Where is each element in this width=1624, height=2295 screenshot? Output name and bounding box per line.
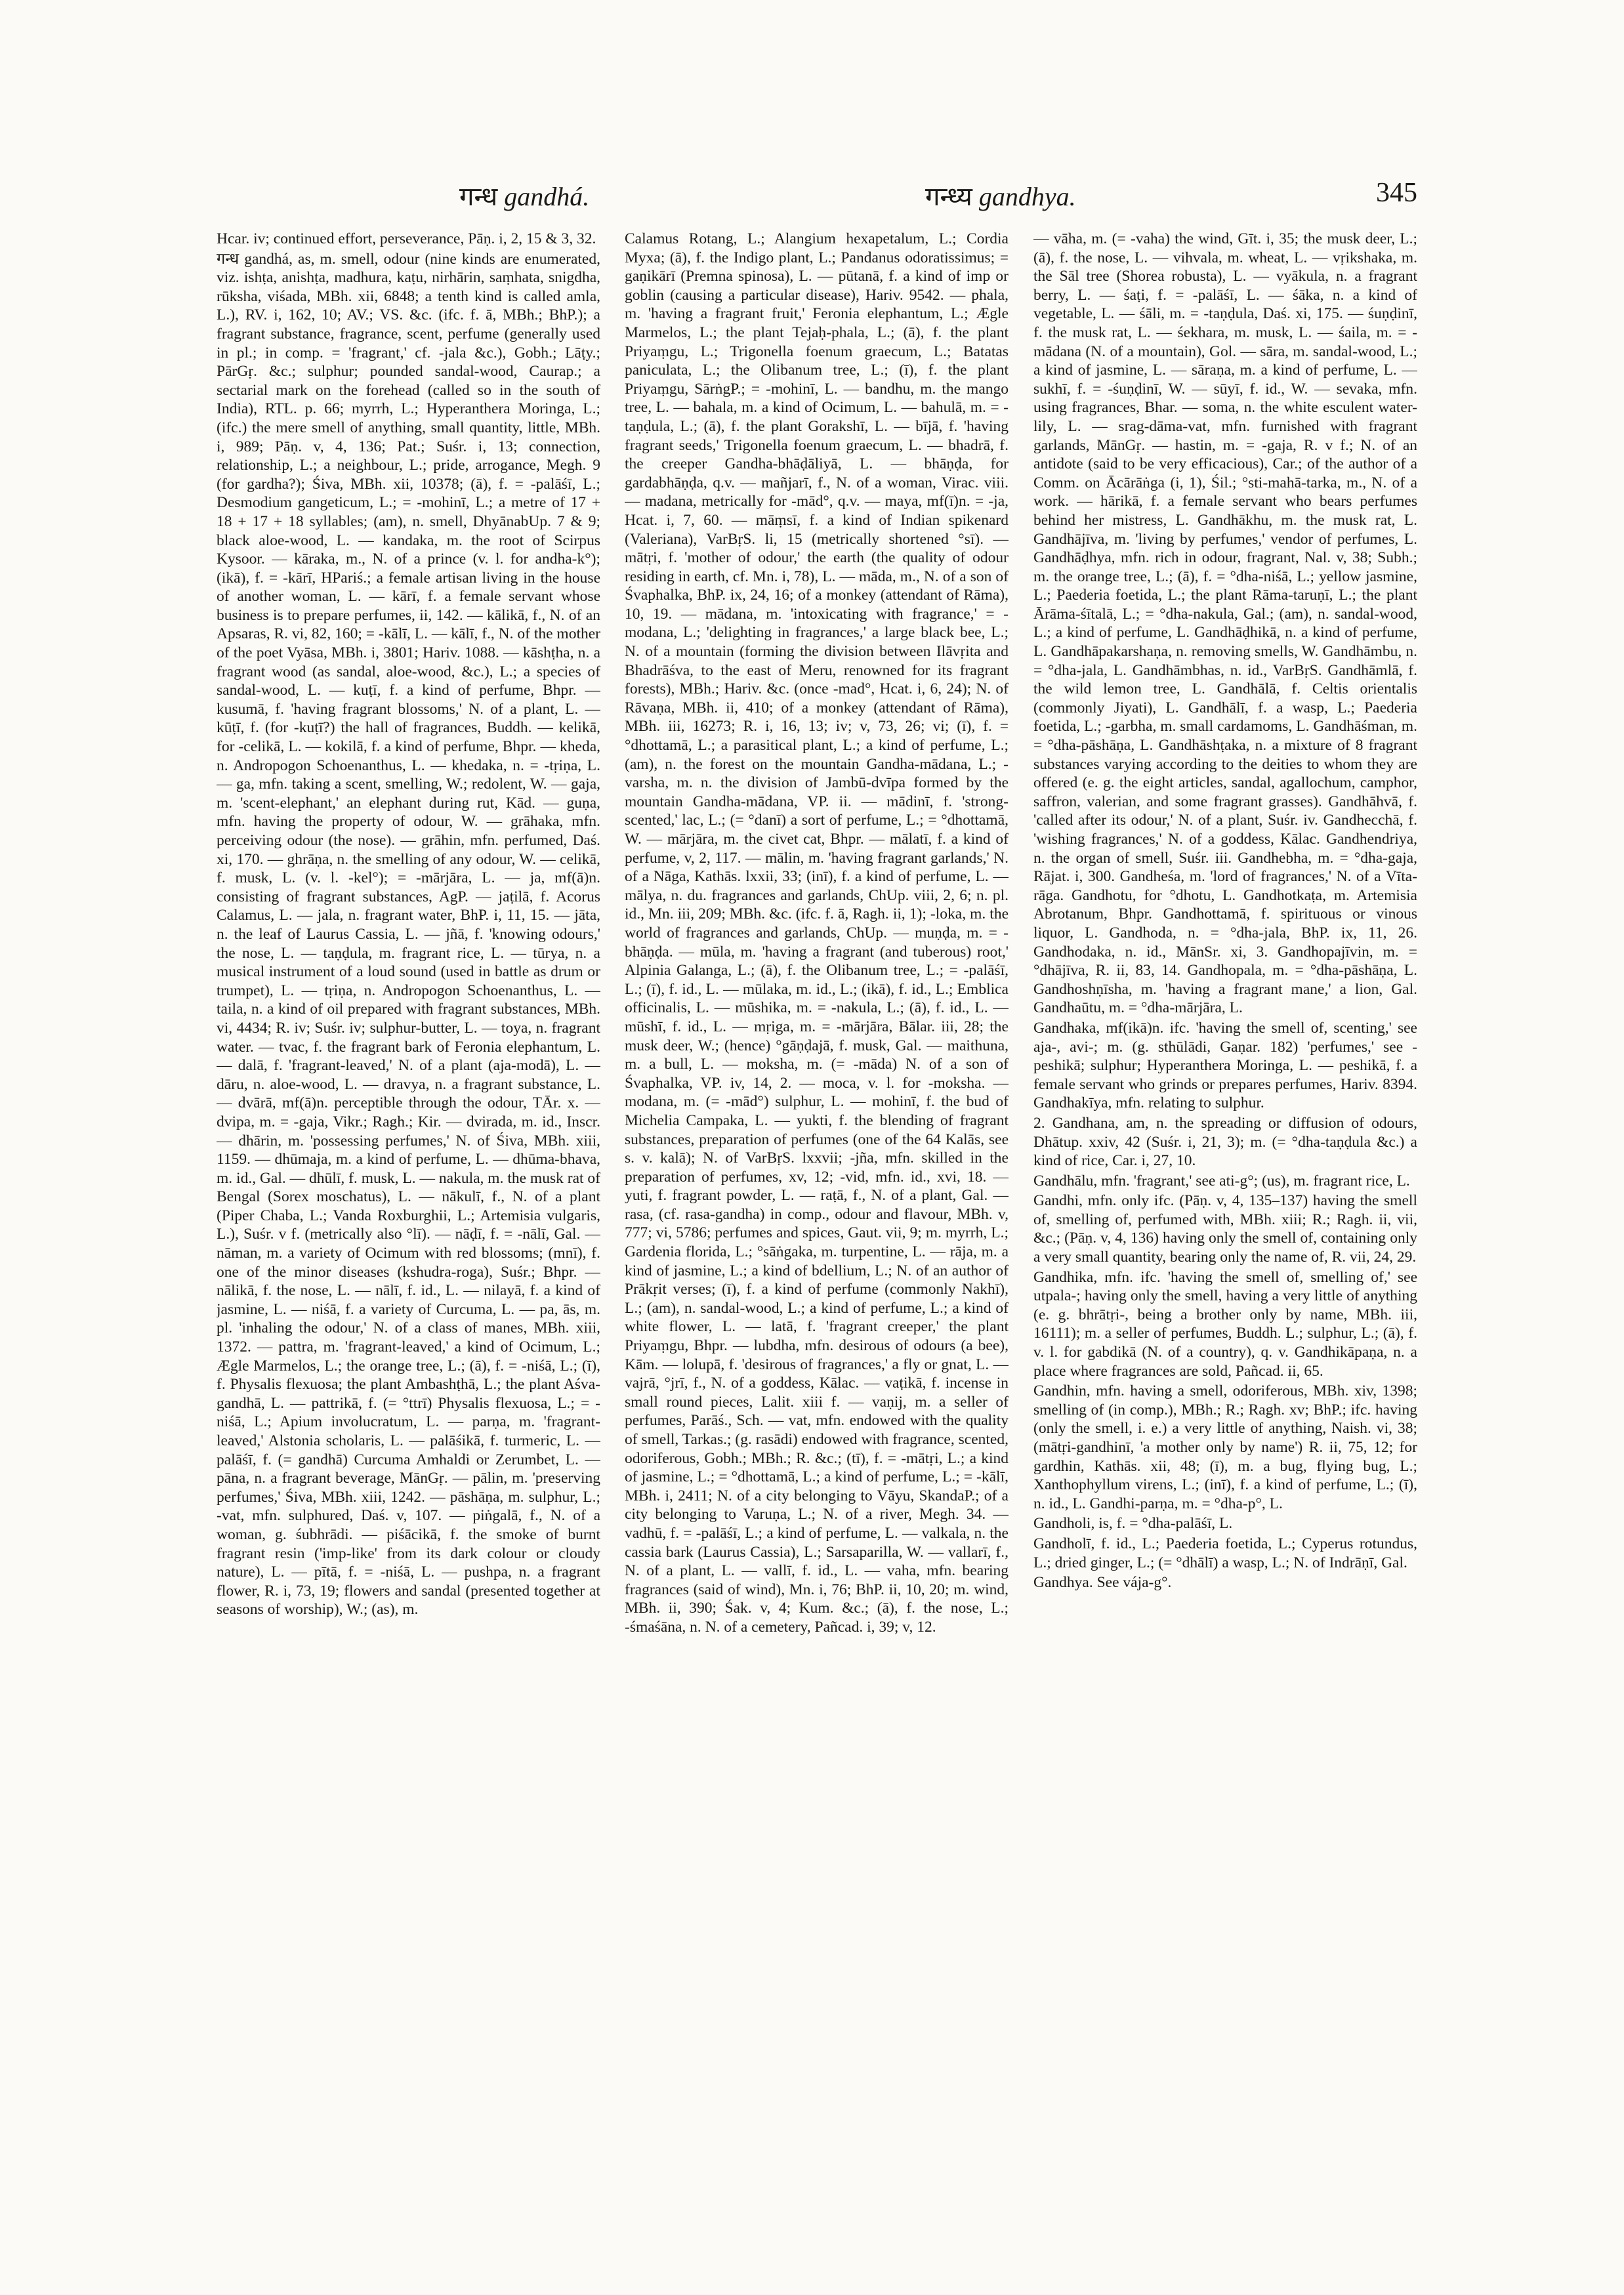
- entry-gandhaka: Gandhaka, mf(ikā)n. ifc. 'having the smell of, scenting,' see aja-, avi-; m. (g. sthūlādi, Gaṇar. 182) 'perfumes,' see -peshikā; sulphur; Hyperanthera Moringa, L. — peshikā, f. a female servant who grinds or prepares perfumes, Hariv. 8394. Gandhakīya, mfn. relating to sulphur.: [1033, 1019, 1417, 1112]
- left-running-head: [459, 177, 589, 213]
- entry-gandhalu: Gandhālu, mfn. 'fragrant,' see ati-g°; (us), m. fragrant rice, L.: [1033, 1172, 1410, 1189]
- column-3: [1033, 230, 1417, 2224]
- column-2: [625, 230, 1009, 2224]
- paragraph: Hcar. iv; continued effort, perseverance, Pāṇ. i, 2, 15 & 3, 32.: [217, 230, 596, 247]
- entry-gandhana: 2. Gandhana, am, n. the spreading or diffusion of odours, Dhātup. xxiv, 42 (Suśr. i, 21, 3); m. (= °dha-taṇḍula &c.) a kind of rice, Car. i, 27, 10.: [1033, 1114, 1417, 1170]
- center-running-head: [925, 177, 1076, 213]
- entry-gandholi-f: Gandholī, f. id., L.; Paederia foetida, L.; Cyperus rotundus, L.; dried ginger, L.; (= °dhālī) a wasp, L.; N. of Indrāṇī, Gal.: [1033, 1535, 1417, 1571]
- center-head-word: gandhya.: [978, 182, 1076, 211]
- entry-gandhika: Gandhika, mfn. ifc. 'having the smell of, smelling of,' see utpala-; having only the smell, having a very little of anything (e. g. bhrātṛi-, being a brother only by name, MBh. iii, 16111); m. a seller of perfumes, Buddh. L.; sulphur, L.; (ā), f. v. l. for gabdikā (N. of a country), q. v. Gandhikāpaṇa, n. a place where fragrances are sold, Pañcad. ii, 65.: [1033, 1268, 1417, 1380]
- center-head-devanagari: गन्ध्य: [925, 182, 972, 211]
- page-number: 345: [1376, 178, 1417, 208]
- paragraph: Calamus Rotang, L.; Alangium hexapetalum, L.; Cordia Myxa; (ā), f. the Indigo plant, L.; Pandanus odoratissimus; = gaṇikārī (Premna spinosa), L. — pūtanā, f. a kind of imp or goblin (causing a particular disease), Hariv. 9542. — phala, m. 'having a fragrant fruit,' Feronia elephantum, L.; Ægle Marmelos, L.; the plant Tejaḥ-phala, L.; (ā), f. the plant Priyaṃgu, L.; Trigonella foenum graecum, L.; Batatas paniculata, L.; the Olibanum tree, L.; (ī), f. the plant Priyaṃgu, SārṅgP.; = -mohinī, L. — bandhu, m. the mango tree, L. — bahala, m. a kind of Ocimum, L. — bahulā, m. = -taṇḍula, L.; (ā), f. the plant Gorakshī, L. — bījā, f. 'having fragrant seeds,' Trigonella foenum graecum, L. — bhadrā, f. the creeper Gandha-bhāḍāliyā, L. — bhāṇḍa, for gardabhāṇḍa, q.v. — mañjarī, f., N. of a woman, Virac. viii. — madana, metrically for -mād°, q.v. — maya, mf(ī)n. = -ja, Hcat. i, 7, 60. — māṃsī, f. a kind of Indian spikenard (Valeriana), VarBṛS. li, 15 (metrically shortened °sī). — mātṛi, f. 'mother of odour,' the earth (the quality of odour residing in earth, cf. Mn. i, 78), L. — māda, m., N. of a son of Śvaphalka, BhP. ix, 24, 16; of a monkey (attendant of Rāma), 10, 19. — mādana, m. 'intoxicating with fragrance,' = -modana, L.; 'delighting in fragrances,' a large black bee, L.; N. of a mountain (forming the division between Ilāvṛita and Bhadrāśva, to the east of Meru, renowned for its fragrant forests), MBh.; Hariv. &c. (once -mad°, Hcat. i, 6, 24); N. of Rāvaṇa, MBh. ii, 410; of a monkey (attendant of Rāma), MBh. iii, 16273; R. i, 16, 13; iv; v, 73, 26; vi; (ī), f. = °dhottamā, L.; a parasitical plant, L.; a kind of perfume, L.; (am), n. the forest on the mountain Gandha-mādana, L.; -varsha, m. n. the division of Jambū-dvīpa formed by the mountain Gandha-mādana, VP. ii. — mādinī, f. 'strong-scented,' lac, L.; (= °danī) a sort of perfume, L.; = °dhottamā, W. — mārjāra, m. the civet cat, Bhpr. — mālatī, f. a kind of perfume, v, 2, 117. — mālin, m. 'having fragrant garlands,' N. of a Nāga, Kathās. lxxii, 33; (inī), f. a kind of perfume, L. — mālya, n. du. fragrances and garlands, ChUp. viii, 2, 6; n. pl. id., Mn. iii, 209; MBh. &c. (ifc. f. ā, Ragh. ii, 1); -loka, m. the world of fragrances and garlands, ChUp. — muṇḍa, m. = -bhāṇḍa. — mūla, m. 'having a fragrant (and tuberous) root,' Alpinia Galanga, L.; (ā), f. the Olibanum tree, L.; = -palāśī, L.; (ī), f. id., L. — mūlaka, m. id., L.; (ikā), f. id., L.; Emblica officinalis, L. — mūshika, m. = -nakula, L.; (ā), f. id., L. — mūshī, f. id., L. — mṛiga, m. = -mārjāra, Bālar. iii, 28; the musk deer, W.; (hence) °gāṇḍajā, f. musk, Gal. — maithuna, m. a bull, L. — moksha, m. (= -māda) N. of a son of Śvaphalka, VP. iv, 14, 2. — moca, v. l. for -moksha. — modana, m. (= -mād°) sulphur, L. — mohinī, f. the bud of Michelia Campaka, L. — yukti, f. the blending of fragrant substances, preparation of perfumes (one of the 64 Kalās, see s. v. kalā); N. of VarBṛS. lxxvii; -jña, mfn. skilled in the preparation of perfumes, xv, 12; -vid, mfn. id., xvi, 18. — yuti, f. fragrant powder, L. — raṭā, f., N. of a plant, Gal. — rasa, (cf. rasa-gandha) in comp., odour and flavour, MBh. v, 777; vi, 5786; perfumes and spices, Gaut. vii, 9; m. myrrh, L.; Gardenia florida, L.; °sāṅgaka, m. turpentine, L. — rāja, m. a kind of jasmine, L.; a kind of bdellium, L.; N. of an author of Prākṛit verses; (ī), f. a kind of perfume (commonly Nakhī), L.; (am), n. sandal-wood, L.; a kind of perfume, L.; a kind of white flower, L. — latā, f. 'fragrant creeper,' the plant Priyaṃgu, Bhpr. — lubdha, mfn. desirous of odours (a bee), Kām. — lolupā, f. 'desirous of fragrances,' a fly or gnat, L. — vajrā, °jrī, f., N. of a goddess, Kālac. — vaṭikā, f. incense in small round pieces, Lalit. xiii f. — vaṇij, m. a seller of perfumes, Parāś., Sch. — vat, mfn. endowed with the quality of smell, Tarkas.; (g. rasādi) endowed with fragrance, scented, odoriferous, Gobh.; MBh.; R. &c.; (tī), f. = -mātṛi, L.; a kind of jasmine, L.; = °dhottamā, L.; a kind of perfume, L.; = -kālī, MBh. i, 2411; N. of a city belonging to Vāyu, SkandaP.; of a city belonging to Varuṇa, L.; N. of a river, Megh. 34. — vadhū, f. = -palāśī, L.; a kind of perfume, L. — valkala, n. the cassia bark (Laurus Cassia), L.; Sarsaparilla, W. — vallarī, f., N. of a plant, L. — vallī, f. id., L. — vaha, mfn. bearing fragrances (said of wind), Mn. i, 76; BhP. ii, 10, 20; m. wind, MBh. ii, 390; Śak. v, 4; Kum. &c.; (ā), f. the nose, L.; -śmaśāna, n. N. of a cemetery, Pañcad. i, 39; v, 12.: [625, 230, 1009, 1636]
- entry-gandha: गन्ध gandhá, as, m. smell, odour (nine kinds are enumerated, viz. ishṭa, anishṭa, madhura, kaṭu, nirhārin, saṃhata, snigdha, rūksha, viśada, MBh. xii, 6848; a tenth kind is called amla, L.), RV. i, 162, 10; AV.; VS. &c. (ifc. f. ā, MBh.; BhP.); a fragrant substance, fragrance, scent, perfume (generally used in pl.; in comp. = 'fragrant,' cf. -jala &c.), Gobh.; Lāṭy.; PārGṛ. &c.; sulphur; pounded sandal-wood, Caurap.; a sectarial mark on the forehead (called so in the south of India), RTL. p. 66; myrrh, L.; Hyperanthera Moringa, L.; (ifc.) the mere smell of anything, small quantity, little, MBh. i, 989; Pāṇ. v, 4, 136; Pat.; Suśr. i, 13; connection, relationship, L.; a neighbour, L.; pride, arrogance, Megh. 9 (for gardha?); Śiva, MBh. xii, 10378; (ā), f. = -palāśī, L.; Desmodium gangeticum, L.; = -mohinī, L.; a metre of 17 + 18 + 17 + 18 syllables; (am), n. smell, DhyānabUp. 7 & 9; black aloe-wood, L. — kandaka, m. the root of Scirpus Kysoor. — kāraka, m., N. of a prince (v. l. for andha-k°); (ikā), f. = -kārī, HPariś.; a female artisan living in the house of another woman, L. — kārī, f. a female servant whose business is to prepare perfumes, ii, 142. — kālikā, f., N. of an Apsaras, R. vi, 82, 160; = -kālī, L. — kālī, f., N. of the mother of the poet Vyāsa, MBh. i, 3801; Hariv. 1088. — kāshṭha, n. a fragrant wood (as sandal, aloe-wood, &c.), L.; a species of sandal-wood, L. — kuṭī, f. a kind of perfume, Bhpr. — kusumā, f. 'having fragrant blossoms,' N. of a plant, L. — kūṭī, f. (for -kuṭī?) the hall of fragrances, Buddh. — kelikā, for -celikā, L. — kokilā, f. a kind of perfume, Bhpr. — kheda, n. Andropogon Schoenanthus, L. — khedaka, n. = -tṛiṇa, L. — ga, mfn. taking a scent, smelling, W.; redolent, W. — gaja, m. 'scent-elephant,' an elephant during rut, Kād. — guṇa, mfn. having the property of odour, W. — grāhaka, mfn. perceiving odour (the nose). — grāhin, mfn. perfumed, Daś. xi, 170. — ghrāṇa, n. the smelling of any odour, W. — celikā, f. musk, L. (v. l. -kel°); = -mārjāra, L. — ja, mf(ā)n. consisting of fragrant substances, AgP. — jaṭilā, f. Acorus Calamus, L. — jala, n. fragrant water, BhP. i, 11, 15. — jāta, n. the leaf of Laurus Cassia, L. — jñā, f. 'knowing odours,' the nose, L. — taṇḍula, m. fragrant rice, L. — tūrya, n. a musical instrument of a loud sound (used in battle as drum or trumpet), L. — tṛiṇa, n. Andropogon Schoenanthus, L. — taila, n. a kind of oil prepared with fragrant substances, MBh. vi, 4434; R. iv; Suśr. iv; sulphur-butter, L. — toya, n. fragrant water. — tvac, f. the fragrant bark of Feronia elephantum, L. — dalā, f. 'fragrant-leaved,' N. of a plant (aja-modā), L. — dāru, n. aloe-wood, L. — dravya, n. a fragrant substance, L. — dvārā, mf(ā)n. perceptible through the odour, TĀr. x. — dvipa, m. = -gaja, Vikr.; Ragh.; Kir. — dvirada, m. id., Inscr. — dhārin, m. 'possessing perfumes,' N. of Śiva, MBh. xiii, 1159. — dhūmaja, m. a kind of perfume, L. — dhūma-bhava, m. id., Gal. — dhūlī, f. musk, L. — nakula, m. the musk rat of Bengal (Sorex moschatus), L. — nākulī, f., N. of a plant (Piper Chaba, L.; Vanda Roxburghii, L.; Artemisia vulgaris, L.), Suśr. v f. (metrically also °lī). — nāḍī, f. = -nālī, Gal. — nāman, m. a variety of Ocimum with red blossoms; (mnī), f. one of the minor diseases (kshudra-roga), Suśr.; Bhpr. — nālikā, f. the nose, L. — nālī, f. id., L. — nilayā, f. a kind of jasmine, L. — niśā, f. a variety of Curcuma, L. — pa, ās, m. pl. 'inhaling the odour,' N. of a class of manes, MBh. xiii, 1372. — pattra, m. 'fragrant-leaved,' a kind of Ocimum, L.; Ægle Marmelos, L.; the orange tree, L.; (ā), f. = -niśā, L.; (ī), f. Physalis flexuosa; the plant Ambashṭhā, L.; the plant Aśva-gandhā, L. — pattrikā, f. (= °ttrī) Physalis flexuosa, L.; = -niśā, L.; Apium involucratum, L. — parṇa, m. 'fragrant-leaved,' Alstonia scholaris, L. — palāśikā, f. turmeric, L. — palāśī, f. (= gandhā) Curcuma Amhaldi or Zerumbet, L. — pāna, n. a fragrant beverage, MānGṛ. — pālin, m. 'preserving perfumes,' Śiva, MBh. xiii, 1242. — pāshāṇa, m. sulphur, L.; -vat, mfn. sulphured, Daś. v, 107. — piṅgalā, f., N. of a woman, g. śubhrādi. — piśācikā, f. the smoke of burnt fragrant resin ('imp-like' from its dark colour or cloudy nature), L. — pītā, f. = -niśā, L. — pushpa, n. a fragrant flower, R. i, 73, 19; flowers and sandal (presented together at seasons of worship), W.; (as), m.: [217, 250, 600, 1619]
- entry-gandhi: Gandhi, mfn. only ifc. (Pāṇ. v, 4, 135–137) having the smell of, smelling of, perfumed with, MBh. xiii; R.; Ragh. ii, vii, &c.; (Pāṇ. v, 4, 136) having only the smell of, containing only a very small quantity, bearing only the name of, R. vii, 24, 29.: [1033, 1192, 1417, 1266]
- paragraph: — vāha, m. (= -vaha) the wind, Gīt. i, 35; the musk deer, L.; (ā), f. the nose, L. — vihvala, m. wheat, L. — vṛikshaka, m. the Sāl tree (Shorea robusta), L. — vyākula, n. a fragrant berry, L. — śaṭi, f. = -palāśī, L. — śāka, n. a kind of vegetable, L. — śāli, m. = -taṇḍula, Daś. xi, 175. — śuṇḍinī, f. the musk rat, L. — śekhara, m. musk, L. — śaila, m. = -mādana (N. of a mountain), Gol. — sāra, m. sandal-wood, L.; a kind of jasmine, L. — sāraṇa, m. a kind of perfume, L. — sukhī, f. = -śuṇḍinī, W. — sūyī, f. id., W. — sevaka, mfn. using fragrances, Bhar. — soma, n. the white esculent water-lily, L. — srag-dāma-vat, mfn. furnished with fragrant garlands, MānGṛ. — hastin, m. = -gaja, R. v f.; N. of an antidote (said to be very efficacious), Car.; of the author of a Comm. on Ācārāṅga (i, 1), Śil.; °sti-mahā-tarka, m., N. of a work. — hārikā, f. a female servant who bears perfumes behind her mistress, L. Gandhākhu, m. the musk rat, L. Gandhājīva, m. 'living by perfumes,' vendor of perfumes, L. Gandhāḍhya, mfn. rich in odour, fragrant, Nal. v, 38; Subh.; m. the orange tree, L.; (ā), f. = °dha-niśā, L.; yellow jasmine, L.; Paederia foetida, L.; the plant Rāma-taruṇī, L.; the plant Ārāma-śītalā, L.; = °dha-nakula, Gal.; (am), n. sandal-wood, L.; a kind of perfume, L. Gandhāḍhikā, n. a kind of perfume, L. Gandhāpakarshaṇa, n. removing smells, W. Gandhāmbu, n. = °dha-jala, L. Gandhāmbhas, n. id., VarBṛS. Gandhāmlā, f. the wild lemon tree, L. Gandhālā, f. Celtis orientalis (commonly Jiyati), L. Gandhālī, f. a wasp, L.; Paederia foetida, L.; -garbha, m. small cardamoms, L. Gandhāśman, m. = °dha-pāshāṇa, L. Gandhāshṭaka, n. a mixture of 8 fragrant substances varying according to the deities to whom they are offered (e. g. the eight articles, sandal, agallochum, camphor, saffron, valerian, and some fragrant grasses). Gandhāhvā, f. 'called after its odour,' N. of a plant, Suśr. iv. Gandhecchā, f. 'wishing fragrances,' N. of a goddess, Kālac. Gandhendriya, n. the organ of smell, Suśr. iii. Gandhebha, m. = °dha-gaja, Rājat. i, 300. Gandheśa, m. 'lord of fragrances,' N. of a Vīta-rāga. Gandhotu, for °dhotu, L. Gandhotkaṭa, m. Artemisia Abrotanum, Bhpr. Gandhottamā, f. spirituous or vinous liquor, L. Gandhoda, n. = °dha-jala, BhP. ix, 11, 26. Gandhodaka, n. id., MānSr. xi, 3. Gandhopajīvin, m. = °dhājīva, R. ii, 83, 14. Gandhopala, m. = °dha-pāshāṇa, L. Gandhoshṇīsha, m. 'having a fragrant mane,' a lion, Gal. Gandhaūtu, m. = °dha-mārjāra, L.: [1033, 230, 1417, 1017]
- running-header: [217, 177, 1417, 217]
- entry-gandholi: Gandholi, is, f. = °dha-palāśī, L.: [1033, 1515, 1233, 1533]
- left-head-devanagari: गन्ध: [459, 182, 498, 211]
- text-columns: [217, 230, 1417, 2224]
- left-head-word: gandhá.: [504, 182, 590, 211]
- entry-gandhin: Gandhin, mfn. having a smell, odoriferous, MBh. xiv, 1398; smelling of (in comp.), MBh.; R.; Ragh. xv; BhP.; ifc. having (only the smell, i. e.) a very little of anything, Naish. vi, 38; (mātṛi-gandhinī, 'a mother only by name') R. ii, 75, 12; for gardhin, Kathās. xii, 48; (ī), m. a bug, flying bug, L.; Xanthophyllum virens, L.; (inī), f. a kind of perfume, L.; (ī), n. id., L. Gandhi-parṇa, m. = °dha-p°, L.: [1033, 1382, 1417, 1512]
- entry-gandhya: Gandhya. See vája-g°.: [1033, 1574, 1172, 1592]
- column-1: [217, 230, 600, 2224]
